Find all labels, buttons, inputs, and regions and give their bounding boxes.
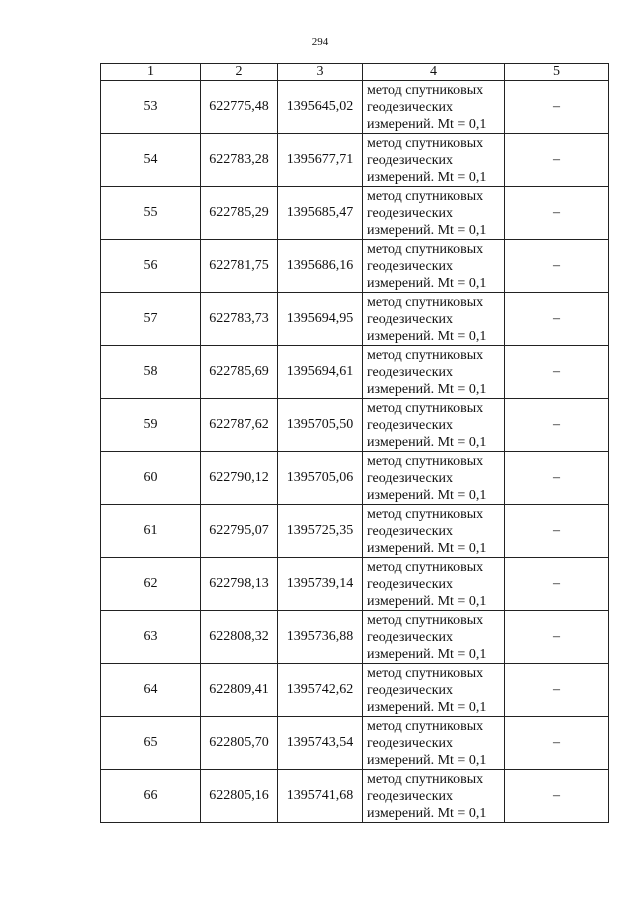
note-cell: –: [505, 770, 609, 823]
table-row: [101, 134, 609, 187]
method-cell: [363, 240, 505, 293]
table-row: [101, 770, 609, 823]
method-text-line: метод спутниковых: [367, 453, 484, 469]
method-text-line: измерений. Mt = 0,1: [367, 169, 487, 185]
point-number-cell: 60: [101, 452, 201, 505]
method-cell: [363, 717, 505, 770]
y-coordinate-cell: 1395677,71: [278, 134, 363, 187]
y-coordinate-cell: 1395743,54: [278, 717, 363, 770]
point-number-cell: 63: [101, 611, 201, 664]
x-coordinate-cell: 622809,41: [201, 664, 278, 717]
method-text-line: геодезических: [367, 735, 454, 751]
method-text-line: метод спутниковых: [367, 241, 484, 257]
method-text-line: измерений. Mt = 0,1: [367, 328, 487, 344]
note-cell: –: [505, 293, 609, 346]
y-coordinate-cell: 1395694,61: [278, 346, 363, 399]
method-text-line: геодезических: [367, 682, 454, 698]
x-coordinate-cell: 622805,16: [201, 770, 278, 823]
method-text-line: геодезических: [367, 205, 454, 221]
method-text-line: измерений. Mt = 0,1: [367, 116, 487, 132]
table-row: [101, 452, 609, 505]
x-coordinate-cell: 622790,12: [201, 452, 278, 505]
point-number-cell: 58: [101, 346, 201, 399]
table-row: [101, 558, 609, 611]
note-cell: –: [505, 240, 609, 293]
y-coordinate-cell: 1395739,14: [278, 558, 363, 611]
table-row: [101, 240, 609, 293]
method-text-line: измерений. Mt = 0,1: [367, 222, 487, 238]
method-cell: [363, 187, 505, 240]
method-cell: [363, 505, 505, 558]
coordinates-table: [100, 63, 609, 823]
table-row: [101, 611, 609, 664]
method-text-line: измерений. Mt = 0,1: [367, 540, 487, 556]
method-text-line: измерений. Mt = 0,1: [367, 805, 487, 821]
method-text-line: геодезических: [367, 576, 454, 592]
table-row: [101, 717, 609, 770]
method-text-line: метод спутниковых: [367, 347, 484, 363]
method-cell: [363, 558, 505, 611]
note-cell: –: [505, 346, 609, 399]
column-header: 4: [363, 64, 505, 81]
method-text-line: геодезических: [367, 788, 454, 804]
table-row: [101, 293, 609, 346]
x-coordinate-cell: 622808,32: [201, 611, 278, 664]
method-text-line: метод спутниковых: [367, 559, 484, 575]
note-cell: –: [505, 505, 609, 558]
method-text-line: геодезических: [367, 152, 454, 168]
x-coordinate-cell: 622805,70: [201, 717, 278, 770]
note-cell: –: [505, 558, 609, 611]
method-cell: [363, 81, 505, 134]
method-text-line: метод спутниковых: [367, 82, 484, 98]
x-coordinate-cell: 622783,28: [201, 134, 278, 187]
method-cell: [363, 611, 505, 664]
note-cell: –: [505, 664, 609, 717]
method-cell: [363, 293, 505, 346]
point-number-cell: 65: [101, 717, 201, 770]
y-coordinate-cell: 1395645,02: [278, 81, 363, 134]
method-text-line: метод спутниковых: [367, 188, 484, 204]
point-number-cell: 59: [101, 399, 201, 452]
table-header-row: [101, 64, 609, 81]
method-text-line: геодезических: [367, 417, 454, 433]
method-cell: [363, 452, 505, 505]
note-cell: –: [505, 399, 609, 452]
column-header: 5: [505, 64, 609, 81]
table-row: [101, 664, 609, 717]
method-cell: [363, 399, 505, 452]
method-cell: [363, 770, 505, 823]
method-text-line: метод спутниковых: [367, 294, 484, 310]
x-coordinate-cell: 622781,75: [201, 240, 278, 293]
point-number-cell: 55: [101, 187, 201, 240]
method-text-line: геодезических: [367, 523, 454, 539]
point-number-cell: 61: [101, 505, 201, 558]
method-text-line: измерений. Mt = 0,1: [367, 487, 487, 503]
y-coordinate-cell: 1395694,95: [278, 293, 363, 346]
y-coordinate-cell: 1395741,68: [278, 770, 363, 823]
note-cell: –: [505, 611, 609, 664]
y-coordinate-cell: 1395736,88: [278, 611, 363, 664]
method-text-line: метод спутниковых: [367, 506, 484, 522]
note-cell: –: [505, 134, 609, 187]
x-coordinate-cell: 622785,29: [201, 187, 278, 240]
point-number-cell: 54: [101, 134, 201, 187]
x-coordinate-cell: 622798,13: [201, 558, 278, 611]
method-text-line: метод спутниковых: [367, 665, 484, 681]
y-coordinate-cell: 1395742,62: [278, 664, 363, 717]
method-text-line: геодезических: [367, 311, 454, 327]
note-cell: –: [505, 717, 609, 770]
column-header: 2: [201, 64, 278, 81]
note-cell: –: [505, 452, 609, 505]
y-coordinate-cell: 1395705,06: [278, 452, 363, 505]
method-text-line: метод спутниковых: [367, 612, 484, 628]
table-row: [101, 505, 609, 558]
page-number: 294: [311, 36, 329, 48]
method-text-line: метод спутниковых: [367, 135, 484, 151]
point-number-cell: 62: [101, 558, 201, 611]
x-coordinate-cell: 622795,07: [201, 505, 278, 558]
method-text-line: измерений. Mt = 0,1: [367, 381, 487, 397]
method-cell: [363, 134, 505, 187]
point-number-cell: 64: [101, 664, 201, 717]
table-row: [101, 399, 609, 452]
column-header: 1: [101, 64, 201, 81]
y-coordinate-cell: 1395705,50: [278, 399, 363, 452]
method-text-line: метод спутниковых: [367, 400, 484, 416]
point-number-cell: 57: [101, 293, 201, 346]
method-text-line: геодезических: [367, 470, 454, 486]
table-row: [101, 346, 609, 399]
method-text-line: измерений. Mt = 0,1: [367, 434, 487, 450]
x-coordinate-cell: 622783,73: [201, 293, 278, 346]
method-text-line: измерений. Mt = 0,1: [367, 699, 487, 715]
x-coordinate-cell: 622785,69: [201, 346, 278, 399]
method-text-line: измерений. Mt = 0,1: [367, 646, 487, 662]
method-text-line: метод спутниковых: [367, 718, 484, 734]
method-text-line: метод спутниковых: [367, 771, 484, 787]
method-cell: [363, 664, 505, 717]
point-number-cell: 53: [101, 81, 201, 134]
x-coordinate-cell: 622775,48: [201, 81, 278, 134]
method-text-line: измерений. Mt = 0,1: [367, 593, 487, 609]
point-number-cell: 66: [101, 770, 201, 823]
y-coordinate-cell: 1395685,47: [278, 187, 363, 240]
method-text-line: измерений. Mt = 0,1: [367, 752, 487, 768]
point-number-cell: 56: [101, 240, 201, 293]
table-row: [101, 187, 609, 240]
method-text-line: геодезических: [367, 258, 454, 274]
y-coordinate-cell: 1395686,16: [278, 240, 363, 293]
method-text-line: измерений. Mt = 0,1: [367, 275, 487, 291]
method-text-line: геодезических: [367, 99, 454, 115]
method-cell: [363, 346, 505, 399]
column-header: 3: [278, 64, 363, 81]
x-coordinate-cell: 622787,62: [201, 399, 278, 452]
method-text-line: геодезических: [367, 629, 454, 645]
note-cell: –: [505, 81, 609, 134]
note-cell: –: [505, 187, 609, 240]
method-text-line: геодезических: [367, 364, 454, 380]
y-coordinate-cell: 1395725,35: [278, 505, 363, 558]
table-row: [101, 81, 609, 134]
